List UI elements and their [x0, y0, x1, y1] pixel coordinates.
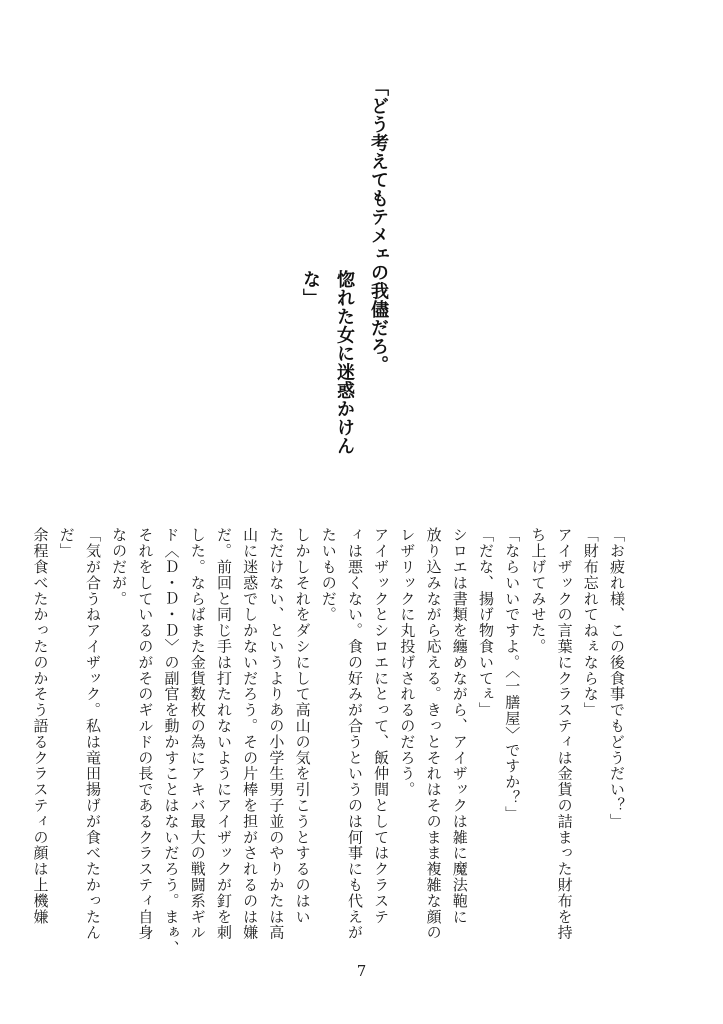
headline-quote	[293, 78, 395, 468]
body-line: ィは悪くない。食の好みが合うというのは何事にも代えが	[345, 527, 364, 941]
body-line: 「気が合うねアイザック。私は竜田揚げが食べたかったん	[83, 527, 102, 941]
body-line: 「ならいいですよ。〈一膳屋〉ですか？」	[503, 527, 522, 822]
body-line: だ」	[57, 527, 76, 559]
body-line: 「だな、揚げ物食いてぇ」	[476, 527, 495, 718]
body-line: それをしているのがそのギルドの長であるクラスティ自身	[136, 527, 155, 941]
body-line: 放り込みながら応える。きっとそれはそのまま複雑な顔の	[424, 527, 443, 941]
body-line: なのだが。	[110, 527, 129, 607]
body-line: 余程食べたかったのかそう語るクラスティの顔は上機嫌	[31, 527, 50, 925]
body-line: たいものだ。	[319, 527, 338, 623]
body-line: 「財布忘れてねぇならな」	[581, 527, 600, 718]
body-line: しかしそれをダシにして高山の気を引こうとするのはい	[293, 527, 312, 925]
body-line: 山に迷惑でしかないだろう。その片棒を担がされるのは嫌	[241, 527, 260, 941]
body-line: ド〈Ｄ・Ｄ・Ｄ〉の副官を動かすことはないだろう。まぁ、	[162, 527, 181, 957]
body-text	[31, 527, 630, 957]
page-number: 7	[356, 962, 367, 980]
body-line: 「お疲れ様、この後食事でもどうだい？」	[608, 527, 626, 830]
headline-line-1: 「どう考えてもテメェの我儘だろ。	[368, 78, 389, 374]
body-line: した。ならばまた金貨数枚の為にアキバ最大の戦闘系ギル	[188, 527, 207, 941]
body-line: アイザックの言葉にクラスティは金貨の詰まった財布を持	[555, 527, 574, 941]
body-line: レザリックに丸投げされるのだろう。	[398, 527, 417, 798]
body-line: だ。前回と同じ手は打たれないようにアイザックが釘を刺	[214, 527, 233, 941]
body-line: ち上げてみせた。	[529, 527, 548, 655]
body-line: ただけない、というよりあの小学生男子並のやりかたは高	[267, 527, 286, 941]
headline-line-2: 惚れた女に迷惑かけんな」	[300, 270, 355, 455]
body-line: アイザックとシロエにとって、飯仲間としてはクラステ	[372, 527, 391, 925]
body-line: シロエは書類を纏めながら、アイザックは雑に魔法鞄に	[450, 527, 469, 925]
